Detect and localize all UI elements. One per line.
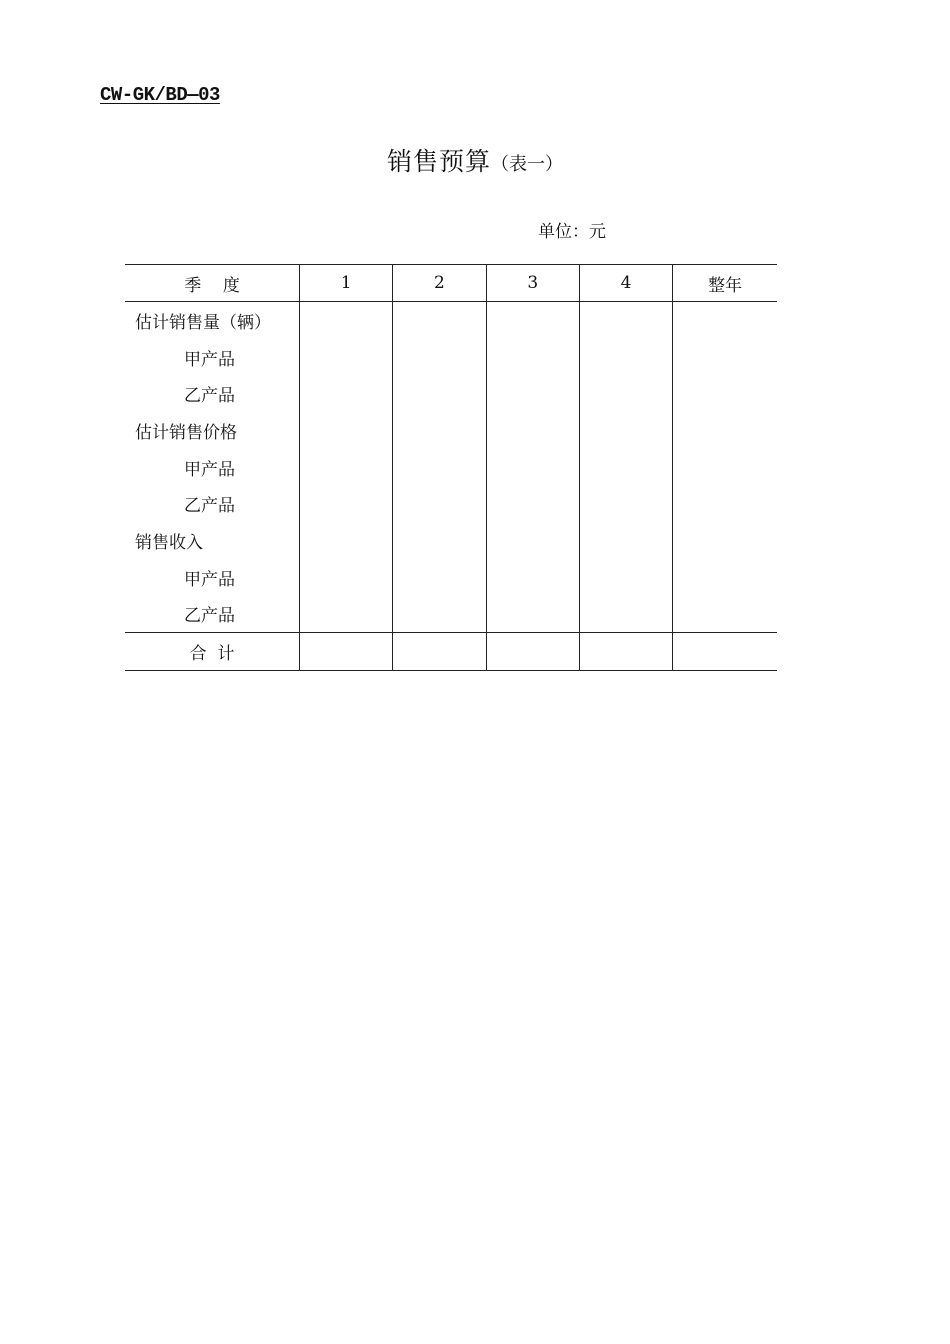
table-cell xyxy=(579,559,672,596)
table-cell xyxy=(393,302,486,339)
table-row xyxy=(125,412,777,449)
table-cell xyxy=(486,339,579,376)
table-cell xyxy=(486,559,579,596)
table-cell xyxy=(300,485,393,522)
table-cell xyxy=(486,522,579,559)
title-main: 销售预算 xyxy=(386,147,491,176)
table-cell xyxy=(673,485,777,522)
table-cell xyxy=(300,302,393,339)
table-cell xyxy=(579,522,672,559)
header-q3: 3 xyxy=(486,265,579,302)
total-label xyxy=(125,633,300,671)
row-label: 甲产品 xyxy=(184,569,235,590)
table-cell xyxy=(579,302,672,339)
table-cell xyxy=(486,412,579,449)
table-cell xyxy=(673,596,777,633)
table-row xyxy=(125,449,777,486)
table-header-row xyxy=(125,265,777,302)
page-title xyxy=(0,142,950,178)
table-cell xyxy=(486,633,579,671)
table-cell xyxy=(579,633,672,671)
table-cell xyxy=(579,375,672,412)
row-label: 乙产品 xyxy=(184,386,235,407)
table-cell xyxy=(673,412,777,449)
table-cell xyxy=(393,633,486,671)
table-cell xyxy=(486,485,579,522)
table-cell xyxy=(300,449,393,486)
table-cell xyxy=(393,375,486,412)
table-cell xyxy=(673,559,777,596)
table-cell xyxy=(393,449,486,486)
table-cell xyxy=(393,559,486,596)
table-row-total xyxy=(125,633,777,671)
table-cell xyxy=(673,302,777,339)
table-cell xyxy=(300,339,393,376)
table-cell xyxy=(486,596,579,633)
table-row xyxy=(125,485,777,522)
table-cell xyxy=(393,485,486,522)
table-cell xyxy=(300,375,393,412)
row-label: 估计销售量（辆） xyxy=(135,312,271,333)
table-row xyxy=(125,375,777,412)
header-q4: 4 xyxy=(579,265,672,302)
row-label: 乙产品 xyxy=(184,496,235,517)
total-label-text: 合 计 xyxy=(189,644,235,665)
row-label: 乙产品 xyxy=(184,606,235,627)
header-q1: 1 xyxy=(300,265,393,302)
table-cell xyxy=(579,449,672,486)
table-row xyxy=(125,522,777,559)
row-label: 销售收入 xyxy=(135,532,203,553)
table-cell xyxy=(393,596,486,633)
table-cell xyxy=(486,375,579,412)
table-cell xyxy=(486,302,579,339)
table-cell xyxy=(300,412,393,449)
table-cell xyxy=(393,339,486,376)
table-row xyxy=(125,339,777,376)
row-label: 估计销售价格 xyxy=(135,422,237,443)
table-body xyxy=(125,302,777,633)
table-cell xyxy=(673,339,777,376)
table-row xyxy=(125,559,777,596)
table-cell xyxy=(579,596,672,633)
header-quarter-label xyxy=(125,265,300,302)
table-row xyxy=(125,596,777,633)
table-cell xyxy=(393,412,486,449)
sales-budget-table xyxy=(125,264,777,671)
table-cell xyxy=(673,375,777,412)
table-cell xyxy=(579,339,672,376)
title-sub: （表一） xyxy=(491,154,563,175)
unit-label: 单位：元 xyxy=(538,222,606,242)
header-full-year: 整年 xyxy=(673,265,777,302)
table-cell xyxy=(300,633,393,671)
header-quarter-text: 季 度 xyxy=(184,275,240,296)
table-cell xyxy=(673,449,777,486)
header-q2: 2 xyxy=(393,265,486,302)
table-cell xyxy=(673,633,777,671)
table-cell xyxy=(579,485,672,522)
table-row xyxy=(125,302,777,339)
table-cell xyxy=(579,412,672,449)
table-cell xyxy=(673,522,777,559)
table-cell xyxy=(300,596,393,633)
table-cell xyxy=(393,522,486,559)
row-label: 甲产品 xyxy=(184,349,235,370)
row-label: 甲产品 xyxy=(184,459,235,480)
document-code: CW-GK/BD—03 xyxy=(100,84,220,106)
table-cell xyxy=(486,449,579,486)
table-cell xyxy=(300,522,393,559)
table-cell xyxy=(300,559,393,596)
